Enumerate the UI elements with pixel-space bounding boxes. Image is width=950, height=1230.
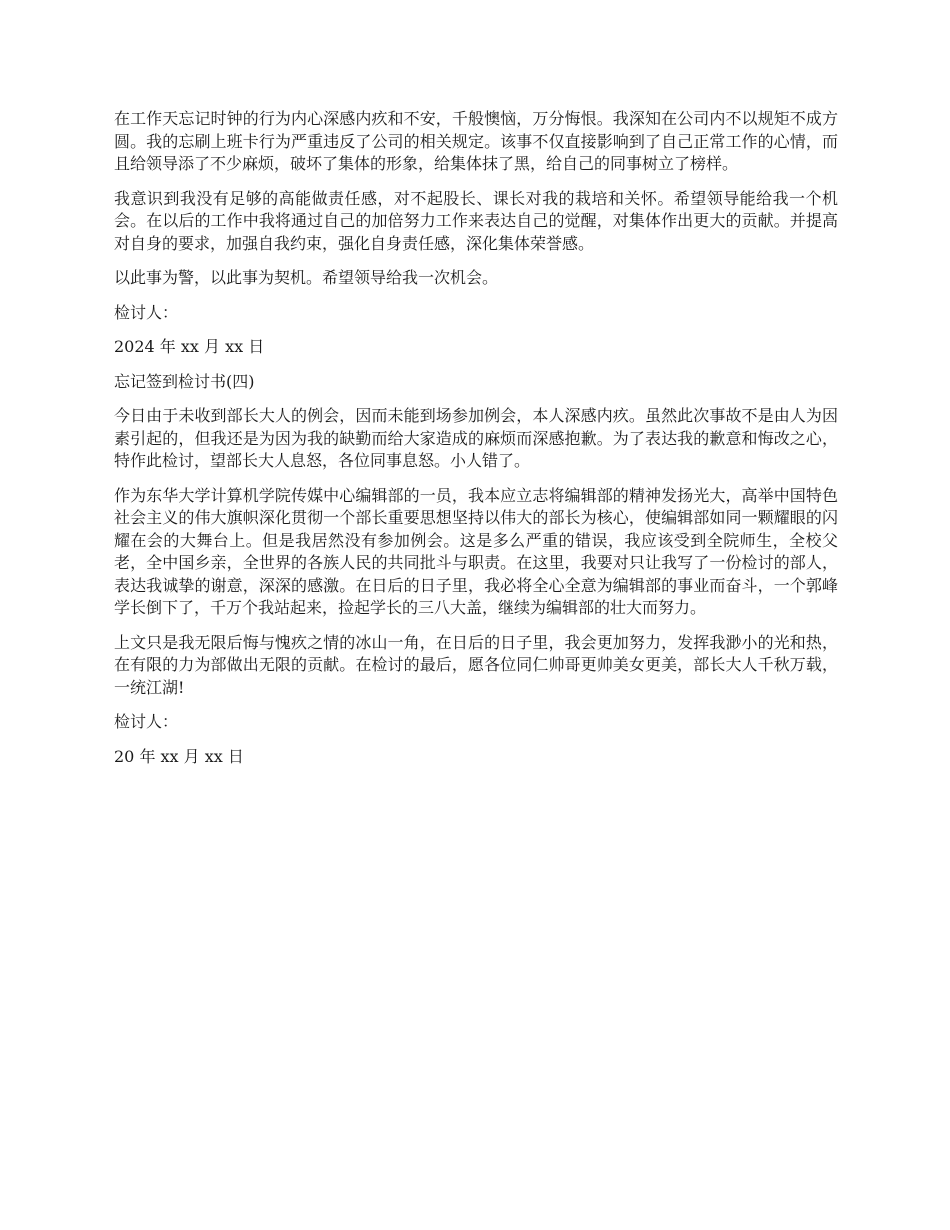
paragraph-meeting-absence: 今日由于未收到部长大人的例会，因而未能到场参加例会，本人深感内疚。虽然此次事故不是由人为因素引起的，但我还是为因为我的缺勤而给大家造成的麻烦而深感抱歉。为了表达我的歉意和悔改之心，特作此检讨，望部长大人息怒，各位同事息怒。小人错了。 (114, 406, 838, 470)
section-heading: 忘记签到检讨书(四) (114, 371, 255, 391)
paragraph-editorial-department: 作为东华大学计算机学院传媒中心编辑部的一员，我本应立志将编辑部的精神发扬光大，高举中国特色社会主义的伟大旗帜深化贯彻一个部长重要思想坚持以伟大的部长为核心，使编辑部如同一颗耀眼的闪耀在会的大舞台上。但是我居然没有参加例会。这是多么严重的错误，我应该受到全院师生，全校父老，全中国乡亲，全世界的各族人民的共同批斗与职责。在这里，我要对只让我写了一份检讨的部人，表达我诚挚的谢意，深深的感激。在日后的日子里，我必将全心全意为编辑部的事业而奋斗，一个郭峰学长倒下了，千万个我站起来，捡起学长的三八大盖，继续为编辑部的壮大而努力。 (114, 485, 838, 617)
date-line-2: 20 年 xx 月 xx 日 (114, 746, 244, 766)
paragraph-responsibility: 我意识到我没有足够的高能做责任感，对不起股长、课长对我的栽培和关怀。希望领导能给我一个机会。在以后的工作中我将通过自己的加倍努力工作来表达自己的觉醒，对集体作出更大的贡献。并提高对自身的要求，加强自我约束，强化自身责任感，深化集体荣誉感。 (114, 188, 838, 253)
paragraph-closing: 上文只是我无限后悔与愧疚之情的冰山一角，在日后的日子里，我会更加努力，发挥我渺小的光和热，在有限的力为部做出无限的贡献。在检讨的最后，愿各位同仁帅哥更帅美女更美，部长大人千秋万载，一统江湖! (114, 632, 838, 697)
signature-label-2: 检讨人： (114, 712, 179, 731)
signature-label: 检讨人： (114, 302, 179, 322)
paragraph-lesson: 以此事为警，以此事为契机。希望领导给我一次机会。 (114, 268, 499, 287)
paragraph-apology-intro: 在工作天忘记时钟的行为内心深感内疚和不安，千般懊恼，万分悔恨。我深知在公司内不以规矩不成方圆。我的忘刷上班卡行为严重违反了公司的相关规定。该事不仅直接影响到了自己正常工作的心情，而且给领导添了不少麻烦，破坏了集体的形象，给集体抹了黑，给自己的同事树立了榜样。 (114, 109, 838, 173)
date-line: 2024 年 xx 月 xx 日 (114, 337, 265, 356)
